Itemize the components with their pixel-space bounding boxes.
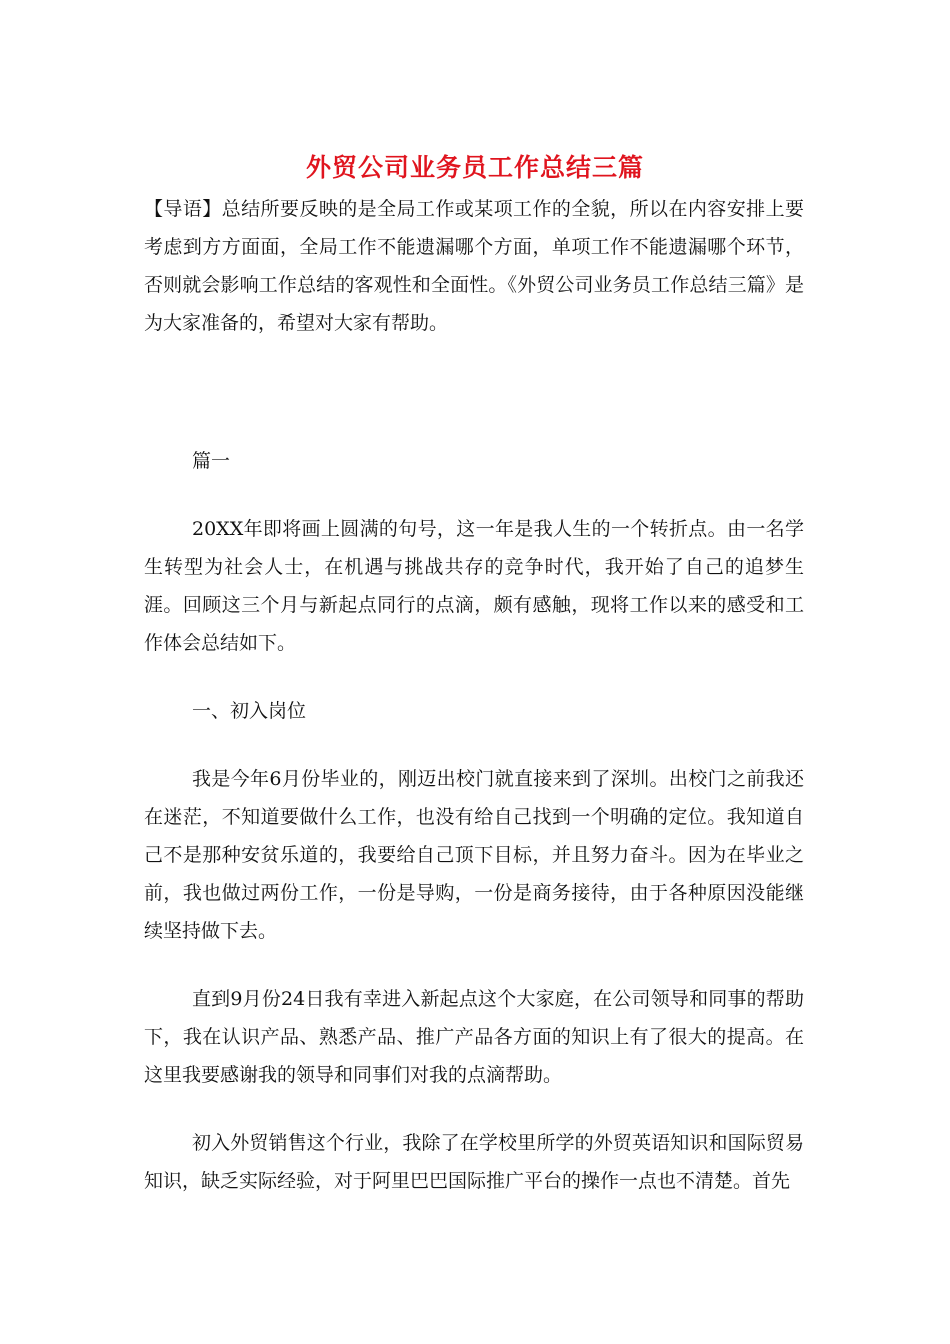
body-paragraph-3: 直到9月份24日我有幸进入新起点这个大家庭，在公司领导和同事的帮助下，我在认识产品、熟悉产品、推广产品各方面的知识上有了很大的提高。在这里我要感谢我的领导和同事们对我的点滴帮助。 <box>144 988 804 1086</box>
section-label: 篇一 <box>192 450 231 472</box>
section-heading-1: 一、初入岗位 <box>192 700 307 722</box>
intro-paragraph: 【导语】总结所要反映的是全局工作或某项工作的全貌，所以在内容安排上要考虑到方方面面，全局工作不能遗漏哪个方面，单项工作不能遗漏哪个环节，否则就会影响工作总结的客观性和全面性。《外贸公司业务员工作总结三篇》是为大家准备的，希望对大家有帮助。 <box>144 198 804 334</box>
body-paragraph-4: 初入外贸销售这个行业，我除了在学校里所学的外贸英语知识和国际贸易知识，缺乏实际经验，对于阿里巴巴国际推广平台的操作一点也不清楚。首先 <box>144 1132 804 1192</box>
body-paragraph-1: 20XX年即将画上圆满的句号，这一年是我人生的一个转折点。由一名学生转型为社会人士，在机遇与挑战共存的竞争时代，我开始了自己的追梦生涯。回顾这三个月与新起点同行的点滴，颇有感触，现将工作以来的感受和工作体会总结如下。 <box>144 518 804 654</box>
body-paragraph-2: 我是今年6月份毕业的，刚迈出校门就直接来到了深圳。出校门之前我还在迷茫，不知道要做什么工作，也没有给自己找到一个明确的定位。我知道自己不是那种安贫乐道的，我要给自己顶下目标，并且努力奋斗。因为在毕业之前，我也做过两份工作，一份是导购，一份是商务接待，由于各种原因没能继续坚持做下去。 <box>144 768 804 942</box>
document-title: 外贸公司业务员工作总结三篇 <box>305 153 644 182</box>
